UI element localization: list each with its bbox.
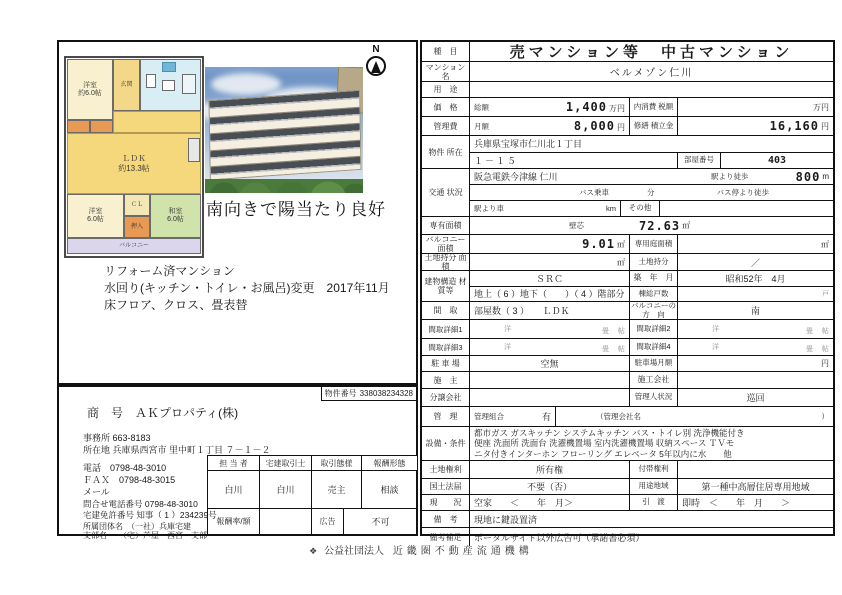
floor-plan xyxy=(64,56,204,258)
row-layout-detail-12 xyxy=(422,320,833,339)
field-garden-label: 専用庭面積 xyxy=(630,235,678,253)
staff-table xyxy=(207,455,418,535)
renovation-line: 水回り(キッチン・トイレ・お風呂)変更 2017年11月 xyxy=(104,281,390,295)
field-layout-label: 間 取 xyxy=(422,302,470,319)
row-layout xyxy=(422,302,833,320)
room-size: 6.0帖 xyxy=(167,216,184,223)
agency-mail-label: メール xyxy=(83,487,110,497)
ldk-label: ＬＤＫ xyxy=(122,153,146,163)
rail-row xyxy=(470,169,833,185)
walk-cell xyxy=(771,169,833,184)
agency-contact: 0798-48-3010 xyxy=(144,499,198,509)
field-extra-right-label: 付帯権利 xyxy=(630,461,678,478)
floorplan-balcony xyxy=(67,238,201,254)
address-line1-row xyxy=(470,136,833,153)
jo-unit: 畳 xyxy=(601,327,609,335)
detail4-cell xyxy=(678,339,833,355)
agency-branch-line xyxy=(83,530,207,541)
building-photo xyxy=(205,67,363,193)
staff-header-row xyxy=(208,456,417,471)
field-detail1-label: 間取詳細1 xyxy=(422,320,470,338)
detail2-units xyxy=(806,323,829,336)
price-value: 1,400 xyxy=(565,100,607,114)
agency-name-label: 商 号 xyxy=(87,406,124,420)
field-seller-label: 分譲会社 xyxy=(422,389,470,406)
field-equipment-label: 設備・条件 xyxy=(422,427,470,460)
property-number-label: 物件番号 xyxy=(324,389,357,398)
renovation-notes xyxy=(104,263,390,314)
staff-bottom-row xyxy=(208,509,417,534)
detail3-type: 洋 xyxy=(504,344,511,351)
jo-unit: 畳 xyxy=(805,345,813,353)
field-repair-fund-label: 修繕 積立金 xyxy=(630,117,678,135)
other-cell xyxy=(660,201,833,216)
field-room-number-label: 部屋番号 xyxy=(677,153,721,169)
detail1-units xyxy=(602,323,625,336)
cho-unit: 帖 xyxy=(822,345,829,353)
cho-unit: 帖 xyxy=(618,345,625,353)
field-use-label: 用 途 xyxy=(422,82,470,97)
detail1-cell xyxy=(470,320,630,338)
row-management xyxy=(422,407,833,427)
row-parking xyxy=(422,356,833,372)
equipment-line: 便座 洗面所 洗面台 洗濯機置場 室内洗濯機置場 収納スペース ＴＶモ xyxy=(474,438,735,449)
cho-unit: 帖 xyxy=(822,327,829,335)
extra-right-value xyxy=(678,461,833,478)
commission-rate-label: 報酬率/額 xyxy=(208,509,260,534)
staff-value-row xyxy=(208,471,417,509)
row-balcony xyxy=(422,235,833,254)
use-value xyxy=(470,82,833,97)
agency-license-line xyxy=(83,509,217,521)
floorplan-oshiire xyxy=(124,216,150,238)
row-seller xyxy=(422,389,833,407)
property-type: 売マンション等 中古マンション xyxy=(509,44,794,61)
field-land-share-label: 土地持分 xyxy=(630,254,678,270)
land-area-cell xyxy=(470,254,630,270)
field-type-label: 種 目 xyxy=(422,42,470,61)
field-balcony-dir-label: バルコニーの 方 向 xyxy=(631,301,676,319)
room-label: 和室 xyxy=(168,208,183,215)
garden-unit: ㎡ xyxy=(821,239,829,249)
agency-branch: （宅）芦屋・西宮 支部 xyxy=(123,531,207,540)
land-share-value: ／ xyxy=(750,257,760,268)
field-balcony-label: バルコニー面積 xyxy=(422,235,470,253)
field-note2-label: 備考補足 xyxy=(422,528,470,546)
north-arrow-icon xyxy=(363,45,389,76)
staff-licensee: 白川 xyxy=(260,471,312,508)
transaction-type: 売主 xyxy=(312,471,362,508)
management-union-cell xyxy=(470,407,556,426)
equipment-line: 都市ガス ガスキッチン システムキッチン バス・トイレ別 洗浄機能付き xyxy=(474,427,745,438)
detail3-units xyxy=(602,341,625,354)
visual-panel xyxy=(57,40,418,385)
field-name-label: マンション名 xyxy=(422,62,470,81)
property-number-value: 338038234328 xyxy=(359,389,413,398)
floors-value: 地上（ 6 ）地下（ ）（ 4 ）階部分 xyxy=(470,287,630,302)
toilet-icon xyxy=(146,74,156,88)
staff-header-agent: 担 当 者 xyxy=(208,456,260,470)
agency-office-label: 事務所 xyxy=(83,433,111,443)
repair-fund-unit: 円 xyxy=(821,121,829,131)
agency-panel xyxy=(57,385,418,540)
row-kokudo xyxy=(422,479,833,495)
repair-fund-cell xyxy=(678,117,833,135)
bus-walk-label: バス停より徒歩 xyxy=(716,188,769,197)
property-detail-table xyxy=(420,40,835,543)
catch-copy: 南向きで陽当たり良好 xyxy=(206,200,386,219)
staff-header-transaction: 取引態様 xyxy=(312,456,362,470)
fee-value: 8,000 xyxy=(573,119,615,133)
field-handover-label: 引 渡 xyxy=(630,495,678,510)
balcony-dir-value: 南 xyxy=(750,306,760,316)
row-traffic xyxy=(422,169,833,217)
price-unit: 万円 xyxy=(609,104,625,113)
field-address-label: 物件 所在 xyxy=(422,136,470,168)
ldk-size: 約13.3帖 xyxy=(118,163,150,173)
detail2-type: 洋 xyxy=(712,326,719,333)
row-equipment xyxy=(422,427,833,461)
floorplan-storage-a xyxy=(67,120,90,133)
commission-rate-value xyxy=(260,509,312,534)
building-name: ベルメゾン仁川 xyxy=(609,68,694,79)
balcony-unit: ㎡ xyxy=(617,239,625,249)
field-built-label: 築 年 月 xyxy=(630,271,678,286)
row-owner xyxy=(422,372,833,389)
bus-cell xyxy=(470,185,833,200)
area-value: 72.63 xyxy=(639,218,681,233)
washstand-icon xyxy=(162,80,175,91)
room-number-value: 403 xyxy=(767,154,787,166)
builder-value xyxy=(678,372,833,388)
note-value: 現地に鍵設置済 xyxy=(474,514,538,525)
field-owner-label: 施 主 xyxy=(422,372,470,388)
footer-org-type: 公益社団法人 xyxy=(324,546,385,557)
advertising-value: 不可 xyxy=(371,517,390,527)
area-cell xyxy=(470,217,833,234)
closet-label: ＣＬ xyxy=(130,202,143,208)
land-right-value: 所有権 xyxy=(470,461,630,478)
agency-org-label: 所属団体名 xyxy=(83,522,123,531)
car-label: 駅より車 xyxy=(474,204,504,213)
room-number xyxy=(721,153,833,169)
structure-row1 xyxy=(470,271,833,287)
parking-fee-unit: 円 xyxy=(821,359,829,368)
renovation-line: リフォーム済マンション xyxy=(104,264,235,278)
structure-value: ＳＲＣ xyxy=(470,271,630,286)
floorplan-room-west1 xyxy=(67,59,113,120)
agency-license: 知事（ 1 ）234239号 xyxy=(136,510,217,520)
owner-value xyxy=(470,372,630,388)
price-cell xyxy=(470,98,630,116)
oshiire-label: 押入 xyxy=(130,224,143,230)
layout-value: 部屋数（ 3 ） ＬＤＫ xyxy=(470,302,630,319)
price-sub-label: 総額 xyxy=(474,102,489,112)
field-builder-label: 施工会社 xyxy=(630,372,678,388)
agency-name: ＡＫプロパティ(株) xyxy=(135,406,239,420)
detail2-cell xyxy=(678,320,833,338)
land-area-unit: ㎡ xyxy=(617,257,625,267)
field-detail3-label: 間取詳細3 xyxy=(422,339,470,355)
union-value: 有 xyxy=(541,412,551,422)
mgmt-co-open: （管理会社名 xyxy=(596,412,641,421)
field-land-right-label: 土地権利 xyxy=(422,461,470,478)
cloud-shape xyxy=(211,73,281,95)
rail-line: 阪急電鉄今津線 仁川 xyxy=(474,172,558,182)
structure-row2 xyxy=(470,287,833,302)
field-detail2-label: 間取詳細2 xyxy=(630,320,678,338)
management-company-cell xyxy=(556,407,833,426)
bus-row xyxy=(470,185,833,201)
address-line2: １－１５ xyxy=(474,155,519,166)
field-janitor-label: 管理人状況 xyxy=(630,389,678,406)
agency-mail-line xyxy=(83,485,110,498)
bus-label: バス乗車 xyxy=(579,188,609,197)
kokudo-value: 不要（否） xyxy=(470,479,630,494)
units-unit: 戸 xyxy=(822,290,829,298)
field-status-label: 現 況 xyxy=(422,495,470,510)
balcony-value: 9.01 xyxy=(582,237,615,251)
structure-group xyxy=(470,271,833,301)
agency-office: 663-8183 xyxy=(112,433,151,443)
row-type xyxy=(422,42,833,62)
bus-min-unit: 分 xyxy=(647,188,655,197)
staff-header-commission: 報酬形態 xyxy=(373,458,406,468)
area-type: 壁芯 xyxy=(569,221,584,230)
janitor-value: 巡回 xyxy=(746,393,765,403)
fee-value-wrap xyxy=(574,119,625,133)
row-note xyxy=(422,511,833,528)
built-value: 昭和52年 4月 xyxy=(725,273,786,284)
field-land-area-label: 土地持分 面 積 xyxy=(422,254,470,270)
field-area-label: 専有面積 xyxy=(422,217,470,234)
repair-fund-value: 16,160 xyxy=(769,119,819,133)
detail4-units xyxy=(806,341,829,354)
row-name xyxy=(422,62,833,82)
staff-agent: 白川 xyxy=(208,471,260,508)
north-triangle xyxy=(371,61,381,73)
traffic-group xyxy=(470,169,833,216)
car-cell xyxy=(470,201,620,216)
row-status xyxy=(422,495,833,511)
detail1-type: 洋 xyxy=(504,326,511,333)
jo-unit: 畳 xyxy=(601,345,609,353)
bathtub-icon xyxy=(162,62,176,72)
staff-header-licensee: 宅建取引士 xyxy=(260,456,312,470)
zone-value: 第一種中高層住居専用地域 xyxy=(701,482,810,492)
address-line1: 兵庫県宝塚市仁川北１丁目 xyxy=(474,139,583,150)
washer-space-icon xyxy=(182,74,196,94)
field-detail4-label: 間取詳細4 xyxy=(630,339,678,355)
status-value: 空家 ＜ 年 月＞ xyxy=(470,495,630,510)
fee-cell xyxy=(470,117,630,135)
footer-org-name: 近畿圏不動産流通機構 xyxy=(392,546,533,557)
parking-value: 空無 xyxy=(470,356,630,371)
property-number-box xyxy=(321,386,417,401)
area-unit: ㎡ xyxy=(682,221,691,230)
row-land-right xyxy=(422,461,833,479)
fee-unit: 円 xyxy=(617,123,625,132)
floorplan-closet xyxy=(124,194,150,216)
mgmt-co-close: ） xyxy=(821,412,829,421)
row-structure xyxy=(422,271,833,302)
agency-name-line xyxy=(87,404,238,421)
field-zone-label: 用途地域 xyxy=(630,479,678,494)
agency-address-label: 所在地 xyxy=(83,445,111,455)
detail3-cell xyxy=(470,339,630,355)
field-tax-label: 内消費 税額 xyxy=(630,98,678,116)
other-label: その他 xyxy=(620,201,660,216)
room-label: 洋室 xyxy=(83,81,97,89)
fee-sub-label: 月額 xyxy=(474,121,489,131)
shrubbery xyxy=(205,173,363,193)
garden-cell xyxy=(678,235,833,253)
entrance-label: 玄関 xyxy=(120,82,133,88)
field-traffic-label: 交通 状況 xyxy=(422,169,470,216)
row-address xyxy=(422,136,833,169)
floorplan-washitsu xyxy=(150,194,201,238)
note2-value: ポータルサイト以外広告可（承諾書必須） xyxy=(474,532,645,543)
field-fee-label: 管理費 xyxy=(422,117,470,135)
row-use xyxy=(422,82,833,98)
tax-cell xyxy=(678,98,833,116)
detail4-type: 洋 xyxy=(712,344,719,351)
advertising-label: 広告 xyxy=(312,509,344,534)
reins-logo-icon: ❖ xyxy=(309,546,318,556)
seller-value xyxy=(470,389,630,406)
room-label: 洋室 xyxy=(88,208,103,215)
row-area xyxy=(422,217,833,235)
price-value-wrap xyxy=(566,100,625,114)
floorplan-ldk xyxy=(67,133,201,194)
parking-fee-cell xyxy=(678,356,833,371)
car-row xyxy=(470,201,833,216)
equipment-text xyxy=(470,427,833,460)
row-fee xyxy=(422,117,833,136)
jo-unit: 畳 xyxy=(805,327,813,335)
field-units-label: 棟総戸数 xyxy=(630,287,678,302)
agency-fax: 0798-48-3015 xyxy=(119,475,176,485)
floorplan-storage-b xyxy=(90,120,113,133)
field-management-label: 管 理 xyxy=(422,407,470,426)
field-price-label: 価 格 xyxy=(422,98,470,116)
handover-value: 即時 ＜ 年 月 ＞ xyxy=(682,498,791,508)
agency-contact-label: 問合せ電話番号 xyxy=(83,499,143,509)
units-cell xyxy=(678,287,833,302)
room-size: 6.0帖 xyxy=(87,216,104,223)
floorplan-room-west2 xyxy=(67,194,124,238)
floorplan-ldk-upper xyxy=(113,111,201,133)
field-parking-label: 駐 車 場 xyxy=(422,356,470,371)
north-circle xyxy=(366,56,386,76)
address-group xyxy=(470,136,833,168)
address-line2-row xyxy=(470,153,833,169)
apartment-building xyxy=(208,90,361,181)
agency-fax-label: ＦＡＸ xyxy=(83,475,111,485)
commission-type: 相談 xyxy=(380,485,399,495)
north-letter: N xyxy=(372,44,380,55)
floorplan-entrance xyxy=(113,59,140,111)
union-label: 管理組合 xyxy=(474,412,504,421)
footer xyxy=(0,542,842,557)
agency-tel: 0798-48-3010 xyxy=(110,463,167,473)
field-structure-label: 建物構造 材質等 xyxy=(422,271,470,301)
balcony-cell xyxy=(470,235,630,253)
field-parking-fee-label: 駐車場月額 xyxy=(630,356,678,371)
field-kokudo-label: 国土法届 xyxy=(422,479,470,494)
equipment-line: ニタ付きインターホン フローリング エレベータ 5年以内に水 他 xyxy=(474,448,732,459)
agency-address: 兵庫県西宮市 里中町１丁目 ７－１－２ xyxy=(112,445,271,455)
walk-label xyxy=(707,169,771,184)
walk-unit: m xyxy=(822,172,829,181)
renovation-line: 床フロア、クロス、畳表替 xyxy=(104,298,248,312)
field-note-label: 備 考 xyxy=(422,511,470,527)
room-size: 約6.0帖 xyxy=(78,89,102,97)
agency-tel-label: 電話 xyxy=(83,463,102,473)
kitchen-counter-icon xyxy=(188,138,200,162)
walk-value: 800 xyxy=(795,169,821,184)
row-layout-detail-34 xyxy=(422,339,833,356)
cho-unit: 帖 xyxy=(618,327,625,335)
balcony-label: バルコニー xyxy=(118,243,149,249)
row-price xyxy=(422,98,833,117)
agency-branch-label: 支部名 xyxy=(83,531,107,540)
row-land-share xyxy=(422,254,833,271)
walk-label-text: 駅より徒歩 xyxy=(711,172,749,181)
tax-unit: 万円 xyxy=(813,102,829,112)
car-unit: km xyxy=(606,204,616,213)
agency-org: （一社）兵庫宅建 xyxy=(131,522,191,531)
agency-license-label: 宅建免許番号 xyxy=(83,510,135,520)
